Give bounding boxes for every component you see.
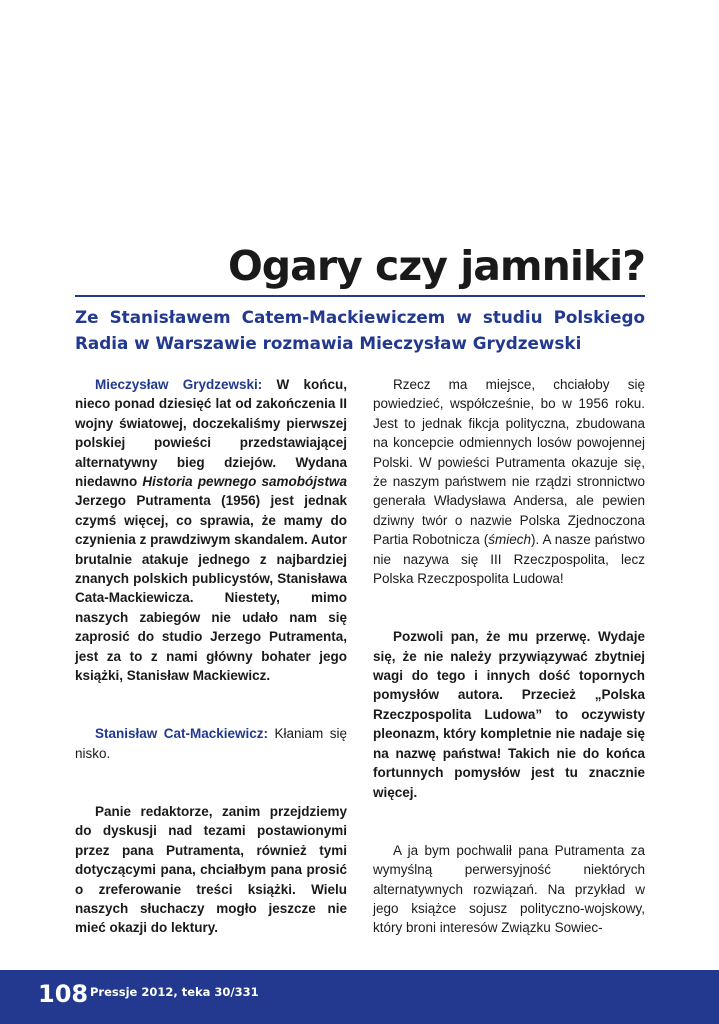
article-subtitle: Ze Stanisławem Catem-Mackiewiczem w studiu Polskiego Radia w Warszawie rozmawia Mieczysław Grydzewski <box>75 307 645 353</box>
interview-question <box>75 375 347 686</box>
interview-question: Pozwoli pan, że mu przerwę. Wydaje się, że nie należy przywiązywać zbytniej wagi do tego i innych dość topornych pomysłów autora. Przecież „Polska Rzeczpospolita Ludowa” to oczywisty pleonazm, który kompletnie nie nadaje się na nazwę państwa! Takich nie do końca fortunnych pomysłów jest tu znacznie więcej. <box>373 629 645 800</box>
article-title: Ogary czy jamniki? <box>227 242 645 290</box>
laugh-note: śmiech <box>488 532 532 548</box>
question-text-a: W końcu, nieco ponad dziesięć lat od zakończenia II wojny światowej, doczekaliśmy pierwszej polskiej powieści przedstawiającej alternatywny bieg dziejów. Wydana niedawno <box>75 377 347 490</box>
publication-info: Pressje 2012, teka 30/331 <box>90 985 259 999</box>
answer-text-a: Rzecz ma miejsce, chciałoby się powiedzieć, współcześnie, bo w 1956 roku. Jest to jednak fikcja polityczna, zbudowana na koncepcie odmiennych losów powojennej Polski. W powieści Putramenta okazuje się, że naszym państwem nie rządzi stronnictwo generała Władysława Andersa, ale pewien dziwny twór o nazwie Polska Zjednoczona Partia Robotnicza ( <box>373 377 645 548</box>
interview-answer: A ja bym pochwalił pana Putramenta za wymyślną perwersyjność niektórych alternatywnych rozwiązań. Na przykład w jego książce sojusz polityczno-wojskowy, który broni interesów Związku Sowiec- <box>373 842 645 936</box>
answer-text: Kłaniam się nisko. <box>75 726 347 761</box>
title-rule <box>75 295 645 297</box>
question-text-b: Jerzego Putramenta (1956) jest jednak czymś więcej, co sprawia, że mamy do czynienia z prawdziwym skandalem. Autor brutalnie atakuje jednego z najbardziej znanych polskich publicystów, Stanisława Cata-Mackiewicza. Niestety, mimo naszych zabiegów nie udało nam się zaprosić do studio Jerzego Putramenta, jest za to z nami główny bohater jego książki, Stanisław Mackiewicz. <box>75 493 347 684</box>
interview-question: Panie redaktorze, zanim przejdziemy do dyskusji nad tezami postawionymi przez pana Putramenta, również tymi dotyczącymi pana, chciałbym pana prosić o zreferowanie treści książki. Wielu naszych słuchaczy mogło jeszcze nie mieć okazji do lektury. <box>75 803 347 936</box>
right-column <box>373 375 645 938</box>
footer-bar <box>0 970 719 1024</box>
answer-text-b: ). A nasze państwo nie nazywa się III Rzeczpospolita, lecz Polska Rzeczpospolita Ludowa! <box>373 532 645 587</box>
interview-answer <box>75 724 347 763</box>
speaker-grydzewski: Mieczysław Grydzewski: <box>95 377 263 392</box>
speaker-mackiewicz: Stanisław Cat-Mackiewicz: <box>95 726 269 742</box>
page-number: 108 <box>38 980 89 1008</box>
interview-answer <box>373 375 645 588</box>
book-title: Historia pewnego samobójstwa <box>142 474 347 490</box>
left-column <box>75 375 347 938</box>
